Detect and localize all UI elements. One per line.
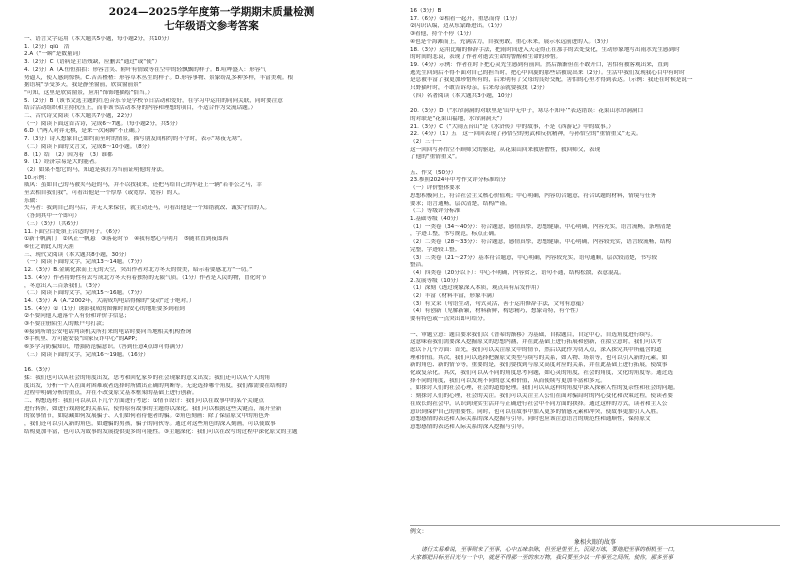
- answer-line: 16（3分）B: [410, 8, 442, 14]
- answer-line: [410, 162, 785, 170]
- answer-line: ③看他，持个不停（1分）: [410, 31, 475, 38]
- answer-line: （一）评价整体要求: [410, 185, 461, 192]
- answer-line: 意想感情的表达和人际关系的深入挖掘与引导。: [410, 423, 528, 430]
- answer-line: 结构更加丰富，也可以为故事的发展提供更多的可能性。③主题深化：我们可以在改写的过程中深化原文的主题: [24, 428, 298, 435]
- example-essay-title: 象相火眼的故事: [573, 539, 616, 546]
- answer-line: 只野猫叶时，不敢告诉母亲，后来母亲就要我找（2分）: [410, 85, 548, 92]
- answer-line: 17.（6分）①相看一起开，重思而得（1分）: [410, 15, 521, 22]
- answer-line: ②闪识认编，边从东蒙路进出。（1分）: [410, 23, 506, 30]
- right-column: [410, 8, 785, 432]
- answer-line: 1.基础等级（40分）: [410, 215, 462, 222]
- essay-line: 大家都把目标至目光与一个中，就是不得那一至的东万物，我只要至少以一件事至之间所，使你，那多至事: [410, 555, 673, 561]
- answer-line: ⑥多学习防骗知识，增强防范骗意识。（答到任意4点即可得满分）: [24, 344, 187, 351]
- answer-line: ③不要注册陌生人的账户号打款；: [24, 321, 108, 328]
- answer-line: （2）三十一: [410, 138, 442, 145]
- answer-line: （1）深刻（透过现象深入本质，观点具有启发作用）: [410, 285, 543, 292]
- answer-line: 过程中明确分析的重点，并在不改变原文基本框架的基础上进行创新。: [24, 390, 198, 397]
- answer-line: （2）如果不想它的马，知道是我打为当前证明他的身法。: [24, 166, 168, 173]
- answer-line: ⑥仕之谓此人的天涯: [24, 243, 74, 250]
- answer-line: 3.（2分）C（语病是主语残缺，应删去“通过”或“使”）: [24, 59, 161, 66]
- answer-line: （答到其中一个即可）: [24, 213, 80, 220]
- answer-line: （二）阅读下面的文字，完成15～16题。（7分）: [24, 290, 146, 297]
- answer-line: （三）（3分）（共6分）: [24, 220, 82, 227]
- answer-line: 18.（3分）运用比喻的修辞手法，把雨时间进入天走得正在那手的去处变化，生动形象地写出雨水先生感到时: [410, 46, 680, 53]
- answer-line: 15.（4分）①（1分）诱影我成的图像时间安心的地址要多到看到: [24, 305, 185, 312]
- answer-line: 4.（2分）A（A.恒恒拍拍：形容言笑、附叶有情致等在空中的轻飘飘的样子。B.喧哗盛人：形容气: [24, 66, 267, 73]
- example-label: 例文：: [410, 529, 428, 535]
- answer-line: （3）有文采（句语生动，句式灵活，善于运用修辞手法，文句有意蕴）: [410, 300, 587, 307]
- answer-line: ④也是个海滩而上，充满活力，自我勇敢，重心未来，展示永远前进的人。（3分）: [410, 38, 612, 45]
- answer-line: ：刻探讨人们的心理，社会的关注。我们可以关注主人公们在面对骗局时的内心变化和决策过程，使读者要: [410, 393, 673, 400]
- answer-line: 的对联是“花果山福地，水帘洞洞天”）: [410, 115, 506, 122]
- answer-line: 二、古代诗文阅读（本大题共7小题，22分）: [24, 113, 136, 120]
- answer-line: 这一回回写孙悟空不顾师父的驱赶，从花果山回来救唐僧性，救回师父，表现: [410, 146, 601, 153]
- answer-line: 乐做：: [24, 197, 41, 204]
- answer-line: 意想感情的表达和人际关系的深入挖掘与引导。同时也应该注意语言的规范性和通顺性，保持原文: [410, 416, 651, 423]
- answer-line: 逃先生回到后不得不面对自己的担当时，把心中回旋的那些话被说出来（2分）。生活中我们发现我心目中有时时: [410, 69, 685, 76]
- answer-line: （三）阅读下面的文字，完成16～19题。（16分）: [24, 351, 149, 358]
- answer-line: 的时间的悲哀，表现了作者对逝去生命的警醒和生命的珍惜。: [410, 54, 562, 61]
- answer-line: 理和价值。其次，我们可以选择把握原文类型与续写的关系，如人物、场景等，也可以引入新的元素，如: [410, 354, 668, 361]
- essay-line: 诸行太易难说，至事则来了至事，心中五味杂陈，但至是里至上，沉浸万练，要地把至事的相机至一口，: [410, 547, 679, 553]
- answer-line: 要有特色或一点突出即可给分。: [410, 316, 489, 323]
- answer-line: ①新千帆满门 ②风正一帆悬 ③落花时节 ④我有愁心与明月 ⑤随君直到夜郎西: [24, 236, 229, 243]
- answer-line: （3）三类卷（21～27分）基本符合题意，中心明确，内容较充实，语句通顺，层次较清楚，书写较: [410, 254, 658, 261]
- answer-line: 要求；语言通畅，层次清楚，结构严谨。: [410, 200, 511, 207]
- answer-line: 10.示例：: [24, 174, 50, 181]
- answer-line: 整洁。: [410, 262, 427, 269]
- answer-line: ，我们还可以引入新的角色，如遭骗的男孩，骗子的同伙等。通过对这些角色的深入刻画，可以使故事: [24, 421, 276, 428]
- answer-line: 12.（3分）B.金属化浓而上无的天空，突出作者对北方冬天的赞美，暗示着要感北方“一切。”: [24, 267, 253, 274]
- answer-line: 11.下面空白处填上合适的句子。（6分）: [24, 228, 124, 235]
- answer-line: 进行转折，如进行戏剧化的关系后，使得原有故事的主题得以深化。我们可以根据这些关键点，展开全新: [24, 405, 282, 412]
- answer-line: ②不要问他人遗落个人有份和评价手信息；: [24, 313, 130, 320]
- answer-line: [24, 360, 399, 368]
- answer-line: 在成长的社会中，认识到现实生活并与正确进行社会中不同方面的抉择。通过这样的方式，读者和主人公: [410, 400, 668, 407]
- answer-line: 一、语言文字运用（本大题共5小题，每小题2分，共10分）: [24, 36, 173, 42]
- answer-line: 新的角色、新的情节等，重要的是，我们要找到与原文高度对应的关系，并在此基础上进行拓展，使故事: [410, 362, 668, 369]
- answer-line: 是总被丰富了我更加珍惜所有的，后来明有了父母的良好交配，害怕的心里才得到表达。（示例：我还在时候是说一: [410, 77, 693, 84]
- answer-line: 虑以下几个方面：首先，我们可以关注原文中的情节，然后以此作为切入点，深入探究其中所蕴含的道: [410, 346, 662, 353]
- answer-line: [410, 100, 785, 108]
- answer-line: 度出发，分析一个人在面对困难或者选择时所做出正确的判断等。无论选择哪个角度，我们都需要在结构的: [24, 382, 287, 389]
- answer-line: 这意味着我们需要深入挖掘原文的思想内涵，并在此基础上进行拓展和创新，在拟立意时，我们可以考: [410, 339, 662, 346]
- answer-line: 思想积极向上，符合社会主义核心价值观；中心明确，内容切合题意，符合试题的材料，情境与任务: [410, 192, 657, 199]
- answer-line: 2.A（“一瞬”是数量词）: [24, 51, 84, 58]
- answer-line: 完整，字迹较工整。: [410, 246, 461, 253]
- answer-line: 21.（3分）C（“大闹五台山”是《水浒传》中的故事，不是《西游记》中的故事。）: [410, 123, 614, 130]
- answer-line: “可知，这里是欣赏窗景，应用“饰饰地描绘”恰当。）: [24, 89, 153, 96]
- answer-line: 5.（2分）B（该书文选主题的红色音乐节是学校节日活动和爱好，在学习中运用的同向关联，同时要注意: [24, 97, 283, 104]
- answer-line: 7.（3分）诗人想象自己如约而至时的情景，描写朋友间相约的不守时，表示“寒夜无寒”。: [24, 136, 246, 143]
- answer-line: 二、构想选材：我们可以从以下几个方面进行考虑：①情节设计：我们可以在故事中的某个关键点: [24, 398, 264, 405]
- answer-line: 19.（4分）示例：作者在时下把心灵先生感到有前回。然后渐渐但在不敢开口，害怕有被客观出来，直到: [410, 61, 669, 68]
- answer-line: 化或复杂化。其次，我们可以从不同的角度思考问题，如心灵的角度，社会的角度，文化的角度等。通过选: [410, 370, 673, 377]
- answer-line: 16.（3分）: [24, 367, 54, 374]
- answer-line: 2.发展等级（10分）: [410, 277, 462, 284]
- document-title: 2024—2025学年度第一学期期末质量检测: [108, 6, 315, 18]
- answer-line: 23.参照2024年中考作文评分标准给分: [410, 177, 506, 184]
- answer-line: 择不同的角度，我们可以发现不同的意义和价值，从而使续写更加丰富和多元。: [410, 377, 606, 384]
- answer-line: 势逼人，使人感到惊惧。C.苦苦楂楂：形容草木丛生的样子。D.形容事物、景象纷乱多种多样，丰富美观。根: [24, 74, 294, 81]
- answer-line: 的叙事情节，如隐藏如何发展骗子、人们如何看待他者的骗。②角色刻画：除了保留原文中的角色外: [24, 413, 270, 420]
- example-essay-body: [410, 546, 780, 562]
- answer-line: ，冬意出入三百条我们。（3分）: [24, 282, 104, 289]
- answer-line: （四）名著阅读（本大题共3小题，10分）: [410, 92, 516, 99]
- answer-line: 据语境“享受多天，我是静坐窗前，欣赏窗前景”: [24, 82, 142, 89]
- answer-line: 20.（3分）D（“水帘洞洞的对联里是‘山中无甲子，寒尽不知年’”表达错误：花果山水帘洞洞口: [410, 108, 644, 115]
- answer-line: 五、作文（50分）: [410, 169, 457, 176]
- answer-line: （4）四类卷（20分以下）：中心不明确，内容贫乏，语句不通，结构松散，表意混乱。: [410, 269, 625, 276]
- answer-line: 失马者：我到自己的马后，并无人来保住，就主动还马，可看出他是一个知错就改、诚实守信的人。: [24, 205, 271, 212]
- answer-line: （2）二类卷（28～33分）：符合题意，感情真挚，思想健康，中心明确，内容较充实，语言较流畅，结构: [410, 239, 672, 246]
- answer-line: （一）阅读下面的文字，完成13～14题。（7分）: [24, 259, 146, 266]
- answer-line: 至去相自我们我”，可看出他是一个厚厚（或宽厚、宽容）的人。: [24, 190, 184, 197]
- answer-line: 1.（2分）qiū 浩: [24, 43, 70, 50]
- answer-line: 一、审题立意：题目要求我们以《普希的渐移》为基础，自拟题目，自定中心，自选角度进行续写。: [410, 331, 657, 338]
- answer-line: 13.（4分）作者将野性有去写成北方冬天有着独特的无限气质。（1分）作者是人民的物，冒化时节: [24, 274, 267, 281]
- answer-line: （4）有创新（见解新颖，材料新鲜，构思精巧，想象奇特，有个性）: [410, 308, 582, 315]
- answer-line: 三、现代文阅读（本大题共8小题，30分）: [24, 251, 130, 258]
- answer-line: （二）阅读下面的文言文，完成8～10小题。（8分）: [24, 143, 153, 150]
- document-subtitle: 七年级语文参考答案: [164, 20, 259, 32]
- answer-line: [410, 324, 785, 332]
- answer-line: 8.（1）结 （2）因为着 （3）谁都: [24, 151, 113, 158]
- answer-line: 9.（1）经济宗易是大的能者。: [24, 159, 101, 166]
- answer-line: ，如探讨人们的社会心理，社会的道德伦理。我们可以从这样的角度中深入探索人性的复杂性和社会的问题。: [410, 385, 679, 392]
- answer-line: 揉：我们也可以从社会的角度出发，思考和回忆家乡的社会现象的意义出发；我们还可以从个人的角: [24, 374, 271, 381]
- answer-line: 6.D（“两人对弈无棋，是来一次闲聊”不正确。）: [24, 128, 143, 135]
- answer-line: 意识到保护自己的重要性。同时，也可以在故事中加入更多的情感元素和冲突，使故事更加引人入胜。: [410, 408, 662, 415]
- answer-line: ⑤手机里、方可能安装“国家反诈中心”的APP；: [24, 336, 141, 343]
- answer-line: （1）一类卷（34～40分）：符合题意，感情真挚，思想健康，中心明确，内容充实，语言流畅，条理清楚: [410, 223, 672, 230]
- answer-line: 结合活动组织和主持抗压上，而非该书活动本身的内容和理想的项目，不适合作为交流话题。）: [24, 105, 257, 112]
- answer-line: 威风：虽如自己的马被夹马赶的马，并不以找我来，还把马给自己的车赶上一辆“若非公之马，幸: [24, 182, 262, 189]
- answer-line: ④接到所谓公安电话判读机关所打来的电话时要向当地相关机构查询: [24, 328, 192, 335]
- answer-line: ，字迹工整，书写规范，标点正确。: [410, 231, 500, 238]
- answer-line: 22.（4分）（1）五 这一回回表现了孙悟空的勇武和反抗精神，与孙悟空的“重情重义”无关。: [410, 131, 642, 138]
- answer-line: （一）阅读下面这首古诗，完成6～7题。（每小题2分，共5分）: [24, 120, 181, 127]
- answer-line: （2）丰富（材料丰富，形象丰满）: [410, 293, 498, 300]
- answer-line: 14.（3分）A（A.“2002年，大韵成均电话得像的“变动”过于绝对。）: [24, 297, 195, 304]
- left-column: [24, 36, 399, 437]
- answer-line: （二）等级评分标准: [410, 208, 461, 215]
- answer-line: 了他的“重情重义”。: [410, 154, 461, 161]
- example-essay: [410, 525, 780, 561]
